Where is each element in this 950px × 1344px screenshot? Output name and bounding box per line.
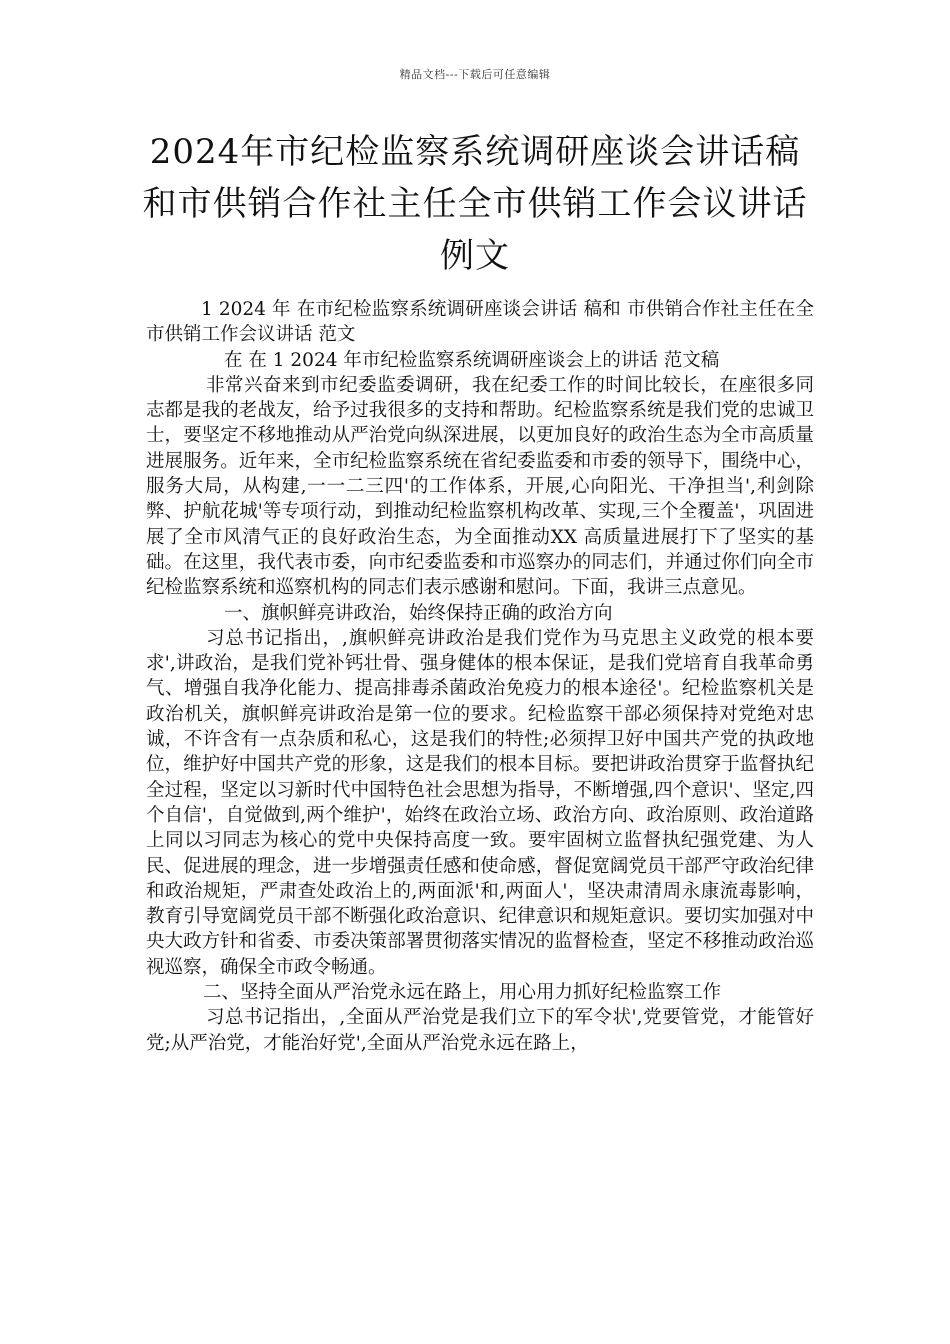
header-note: 精品文档---下载后可任意编辑 [399,68,551,81]
paragraph-subtitle-1: 1 2024 年 在市纪检监察系统调研座谈会讲话 稿和 市供销合作社主任在全市供销工作会议讲话 范文 [146,299,814,346]
paragraph-intro: 非常兴奋来到市纪委监委调研，我在纪委工作的时间比较长，在座很多同志都是我的老战友，给予过我很多的支持和帮助。纪检监察系统是我们党的忠诚卫士，要坚定不移地推动从严治党向纵深进展，以更加良好的政治生态为全市高质量进展服务。近年来，全市纪检监察系统在省纪委监委和市委的领导下，围绕中心，服务大局，从构建,一一二三四'的工作体系，开展,心向阳光、干净担当',利剑除弊、护航花城'等专项行动，到推动纪检监察机构改革、实现,三个全覆盖'，巩固进展了全市风清气正的良好政治生态，为全面推动XX 高质量进展打下了坚实的基础。在这里，我代表市委，向市纪委监委和市巡察办的同志们，并通过你们向全市纪检监察系统和巡察机构的同志们表示感谢和慰问。下面，我讲三点意见。 [146,374,814,599]
document-title: 2024年市纪检监察系统调研座谈会讲话稿和市供销合作社主任全市供销工作会议讲话例文 [142,132,808,276]
section-heading-2: 二、坚持全面从严治党永远在路上，用心用力抓好纪检监察工作 [203,982,722,1004]
paragraph-section-1: 习总书记指出，,旗帜鲜亮讲政治是我们党作为马克思主义政党的根本要求',讲政治，是我们党补钙壮骨、强身健体的根本保证，是我们党培育自我革命勇气、增强自我净化能力、提高排毒杀菌政治免疫力的根本途径'。纪检监察机关是政治机关，旗帜鲜亮讲政治是第一位的要求。纪检监察干部必须保持对党绝对忠诚，不许含有一点杂质和私心，这是我们的特性;必须捍卫好中国共产党的执政地位，维护好中国共产党的形象，这是我们的根本目标。要把讲政治贯穿于监督执纪全过程，坚定以习新时代中国特色社会思想为指导，不断增强,四个意识'、坚定,四个自信'，自觉做到,两个维护'，始终在政治立场、政治方向、政治原则、政治道路上同以习同志为核心的党中央保持高度一致。要牢固树立监督执纪强党建、为人民、促进展的理念，进一步增强责任感和使命感，督促宽阔党员干部严守政治纪律和政治规矩，严肃查处政治上的,两面派'和,两面人'，坚决肃清周永康流毒影响，教育引导宽阔党员干部不断强化政治意识、纪律意识和规矩意识。要切实加强对中央大政方针和省委、市委决策部署贯彻落实情况的监督检查，坚定不移推动政治巡视巡察，确保全市政令畅通。 [146,627,814,978]
paragraph-subtitle-2: 在 在 1 2024 年市纪检监察系统调研座谈会上的讲话 范文稿 [224,349,720,371]
paragraph-section-2: 习总书记指出，,全面从严治党是我们立下的军令状',党要管党，才能管好党;从严治党，才能治好党',全面从严治党永远在路上， [146,1007,814,1054]
document-body [146,297,814,1056]
section-heading-1: 一、旗帜鲜亮讲政治，始终保持正确的政治方向 [224,602,613,624]
